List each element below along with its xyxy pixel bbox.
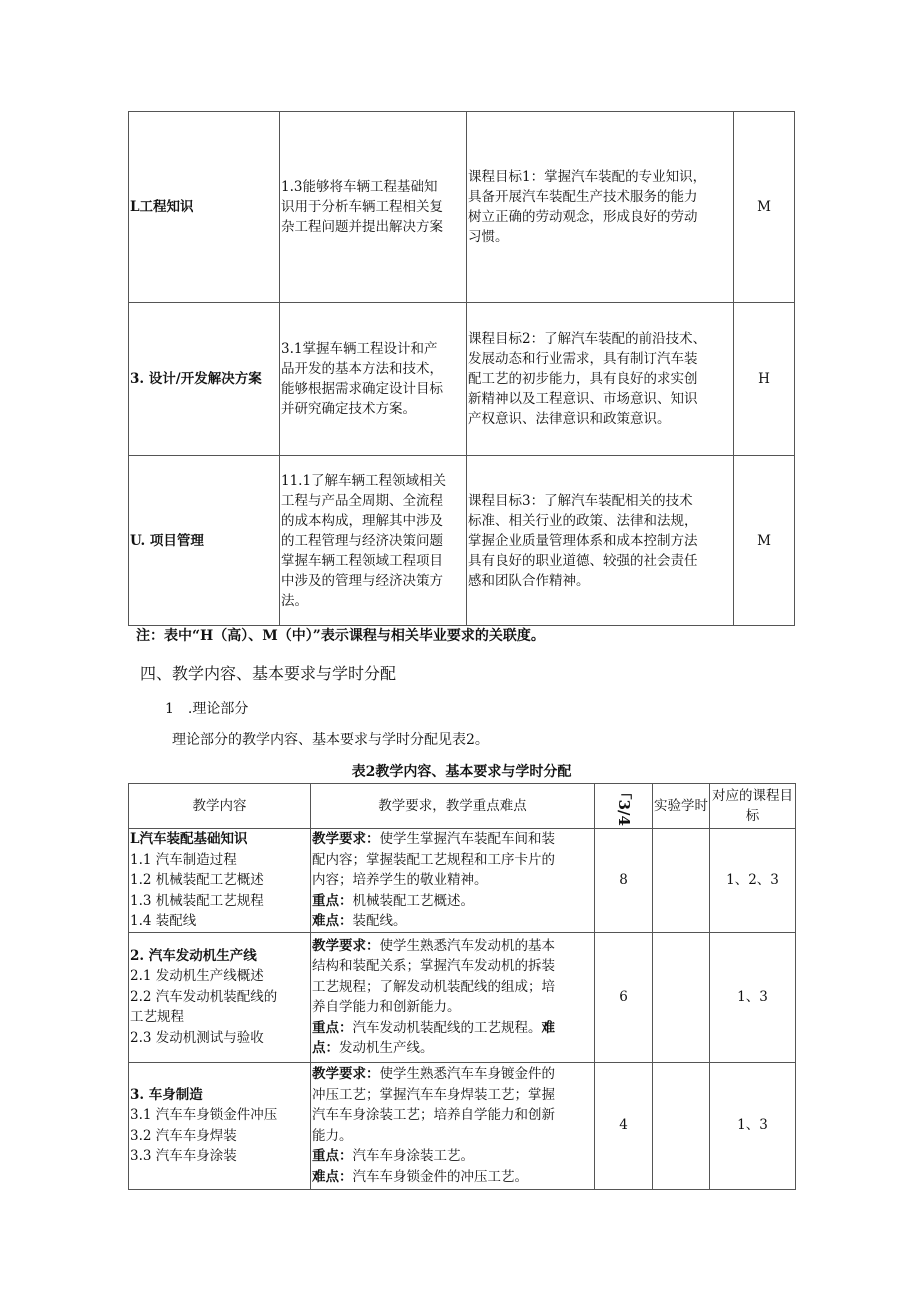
requirement-text: 汽车车身涂装工艺。	[352, 1148, 474, 1164]
requirement-label: 教学要求：	[312, 937, 380, 954]
requirement-line	[312, 1146, 593, 1167]
goal-line: 树立正确的劳动观念，形成良好的劳动	[468, 209, 698, 225]
requirement-line	[312, 1126, 593, 1147]
indicator-cell	[280, 112, 467, 303]
table2-caption: 表2教学内容、基本要求与学时分配	[351, 764, 572, 780]
requirement-line	[312, 956, 593, 977]
requirement-line	[312, 1105, 593, 1126]
requirement-line	[312, 1064, 593, 1085]
requirements-cell	[311, 829, 595, 933]
requirement-cell: U. 项目管理	[129, 456, 280, 626]
requirement-label: 重点：	[312, 892, 353, 909]
goal-line: 掌握企业质量管理体系和成本控制方法	[468, 532, 698, 549]
requirement-text: 养自学能力和创新能力。	[312, 999, 461, 1015]
requirement-line	[312, 911, 593, 932]
requirement-text: 内容；培养学生的敬业精神。	[312, 872, 488, 888]
requirement-text: 配内容；掌握装配工艺规程和工序卡片的	[312, 851, 555, 868]
indicator-line: 掌握车辆工程领域工程项目	[281, 552, 443, 569]
content-line: 1.1 汽车制造过程	[130, 851, 237, 868]
content-line: 3.1 汽车车身锁金件冲压	[130, 1107, 278, 1123]
goal-line: 标准、相关行业的政策、法律和法规，	[468, 512, 698, 529]
content-line: 3.3 汽车车身涂装	[130, 1148, 237, 1164]
intro-paragraph: 理论部分的教学内容、基本要求与学时分配见表2。	[172, 732, 489, 748]
course-goal-cell	[467, 303, 734, 456]
content-line: 2.1 发动机生产线概述	[130, 968, 264, 985]
indicator-line: 杂工程问题并提出解决方案	[281, 219, 443, 235]
table-row	[129, 303, 795, 456]
section-title: 四、教学内容、基本要求与学时分配	[140, 664, 397, 683]
subsection-title: 1 .理论部分	[165, 701, 249, 717]
goal-line: 习惯。	[468, 229, 509, 245]
lab-hours-cell	[653, 829, 710, 933]
requirement-line	[312, 1018, 593, 1039]
requirement-line	[312, 850, 593, 871]
indicator-line: 工程与产品全周期、全流程	[281, 492, 443, 509]
content-cell	[129, 932, 311, 1062]
course-goal-cell	[467, 112, 734, 303]
requirement-cell: 3. 设计/开发解决方案	[129, 303, 280, 456]
table-row	[129, 112, 795, 303]
requirement-line	[312, 997, 593, 1018]
indicator-line: 并研究确定技术方案。	[281, 401, 416, 417]
goal-line: 课程目标2：了解汽车装配的前沿技术、	[468, 331, 707, 347]
requirement-label: 教学要求：	[312, 1066, 380, 1082]
requirement-text: 使学生熟悉汽车车身镀金件的	[379, 1066, 555, 1082]
goals-cell: 1、3	[710, 932, 796, 1062]
requirement-text: 汽车发动机装配线的工艺规程。	[352, 1019, 542, 1036]
goal-line: 发展动态和行业需求，具有制订汽车装	[468, 351, 698, 367]
requirement-cell: L工程知识	[129, 112, 280, 303]
requirement-text: 冲压工艺；掌握汽车车身焊装工艺；掌握	[312, 1086, 555, 1103]
goal-line: 课程目标3：了解汽车装配相关的技术	[468, 492, 693, 509]
table-note: 注：表中“H（高）、M（中）”表示课程与相关毕业要求的关联度。	[136, 628, 545, 644]
hours-cell: 6	[595, 932, 653, 1062]
content-line: 3.2 汽车车身焊装	[130, 1127, 237, 1144]
content-cell	[129, 1062, 311, 1189]
requirement-line	[312, 1038, 593, 1059]
requirement-label: 教学要求：	[312, 831, 380, 847]
requirement-line	[312, 891, 593, 912]
teaching-content-table	[128, 783, 796, 1190]
header-content: 教学内容	[129, 784, 311, 829]
requirement-line	[312, 936, 593, 957]
content-cell	[129, 829, 311, 933]
indicator-line: 识用于分析车辆工程相关复	[281, 199, 443, 215]
table-row	[129, 829, 796, 933]
requirement-text: 汽车车身涂装工艺；培养自学能力和创新	[312, 1107, 555, 1123]
requirement-label: 重点：	[312, 1148, 353, 1164]
requirement-label: 重点：	[312, 1019, 353, 1036]
table-row	[129, 1062, 796, 1189]
requirement-label: 难点：	[312, 913, 353, 929]
requirement-text: 工艺规程；了解发动机装配线的组成；培	[312, 978, 555, 995]
indicator-line: 1.3能够将车辆工程基础知	[281, 179, 438, 195]
requirements-cell	[311, 1062, 595, 1189]
graduation-requirements-table	[128, 111, 795, 626]
header-lab-hours: 实验学时	[653, 784, 710, 829]
requirement-line	[312, 870, 593, 891]
requirement-text: 能力。	[312, 1127, 353, 1144]
relevance-level: H	[734, 303, 795, 456]
goal-line: 感和团队合作精神。	[468, 572, 590, 589]
goal-line: 具有良好的职业道德、较强的社会责任	[468, 552, 698, 569]
header-course-goals: 对应的课程目标	[710, 784, 796, 829]
header-hours: 「3/4	[614, 784, 633, 827]
requirement-text: 使学生掌握汽车装配车间和装	[379, 831, 555, 847]
requirement-line	[312, 829, 593, 850]
course-goal-cell	[467, 456, 734, 626]
table-row	[129, 456, 795, 626]
content-line: 1.4 装配线	[130, 913, 197, 929]
content-title: 2. 汽车发动机生产线	[130, 947, 257, 964]
requirement-line	[312, 1085, 593, 1106]
content-line: 2.3 发动机测试与验收	[130, 1029, 264, 1046]
goal-line: 具备开展汽车装配生产技术服务的能力	[468, 189, 698, 205]
indicator-line: 3.1掌握车辆工程设计和产	[281, 341, 438, 357]
indicator-line: 品开发的基本方法和技术，	[281, 361, 443, 377]
content-line: 工艺规程	[130, 1009, 184, 1026]
indicator-line: 的工程管理与经济决策问题	[281, 532, 443, 549]
hours-cell: 4	[595, 1062, 653, 1189]
content-line: 1.3 机械装配工艺规程	[130, 892, 264, 909]
indicator-cell	[280, 456, 467, 626]
indicator-line: 法。	[281, 592, 308, 609]
requirement-text: 发动机生产线。	[339, 1040, 434, 1056]
relevance-level: M	[734, 456, 795, 626]
indicator-line: 11.1了解车辆工程领域相关	[281, 472, 447, 489]
goals-cell: 1、2、3	[710, 829, 796, 933]
requirement-line	[312, 1167, 593, 1188]
indicator-line: 的成本构成，理解其中涉及	[281, 512, 443, 529]
requirement-text: 结构和装配关系；掌握汽车发动机的拆装	[312, 958, 555, 974]
header-requirements: 教学要求，教学重点难点	[311, 784, 595, 829]
requirement-text: 汽车车身锁金件的冲压工艺。	[352, 1168, 528, 1185]
goal-line: 产权意识、法律意识和政策意识。	[468, 411, 671, 427]
requirement-text: 使学生熟悉汽车发动机的基本	[379, 937, 555, 954]
requirement-label: 难	[541, 1019, 555, 1036]
requirement-label: 点：	[312, 1040, 339, 1056]
relevance-level: M	[734, 112, 795, 303]
lab-hours-cell	[653, 932, 710, 1062]
requirements-cell	[311, 932, 595, 1062]
goal-line: 配工艺的初步能力，具有良好的求实创	[468, 371, 698, 387]
content-title: 3. 车身制造	[130, 1086, 203, 1103]
requirement-text: 装配线。	[352, 913, 407, 929]
content-line: 1.2 机械装配工艺概述	[130, 872, 264, 888]
lab-hours-cell	[653, 1062, 710, 1189]
requirement-label: 难点：	[312, 1168, 353, 1185]
indicator-line: 中涉及的管理与经济决策方	[281, 572, 443, 589]
content-line: 2.2 汽车发动机装配线的	[130, 988, 278, 1005]
indicator-line: 能够根据需求确定设计目标	[281, 381, 443, 397]
table-row	[129, 932, 796, 1062]
goal-line: 新精神以及工程意识、市场意识、知识	[468, 391, 698, 407]
requirement-line	[312, 977, 593, 998]
hours-cell: 8	[595, 829, 653, 933]
content-title: L汽车装配基础知识	[130, 831, 248, 847]
requirement-text: 机械装配工艺概述。	[352, 892, 474, 909]
goal-line: 课程目标1：掌握汽车装配的专业知识，	[468, 169, 707, 185]
goals-cell: 1、3	[710, 1062, 796, 1189]
indicator-cell	[280, 303, 467, 456]
